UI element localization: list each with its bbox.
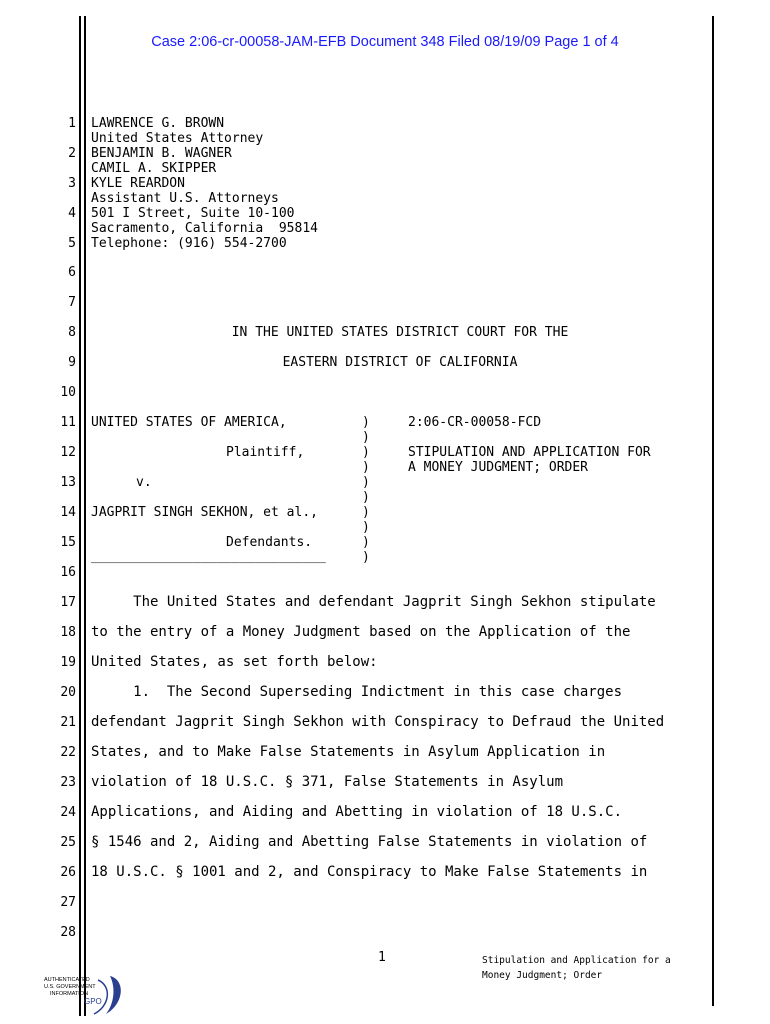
caption-paren: ) bbox=[362, 445, 370, 460]
attorney-line: 501 I Street, Suite 10-100 bbox=[91, 206, 295, 221]
line-number: 21 bbox=[60, 715, 76, 730]
body-line: The United States and defendant Jagprit Singh Sekhon stipulate bbox=[91, 594, 656, 610]
line-number: 10 bbox=[60, 385, 76, 400]
court-district: EASTERN DISTRICT OF CALIFORNIA bbox=[282, 355, 518, 370]
line-number: 6 bbox=[68, 265, 76, 280]
defendant-name: JAGPRIT SINGH SEKHON, et al., bbox=[91, 505, 318, 520]
body-line: to the entry of a Money Judgment based on the Application of the bbox=[91, 624, 631, 640]
caption-paren: ) bbox=[362, 550, 370, 565]
attorney-line: CAMIL A. SKIPPER bbox=[91, 161, 217, 176]
body-line: defendant Jagprit Singh Sekhon with Conspiracy to Defraud the United bbox=[91, 714, 665, 730]
line-number: 1 bbox=[68, 116, 76, 131]
footer-title-line1: Stipulation and Application for a bbox=[482, 955, 671, 966]
line-number: 17 bbox=[60, 595, 76, 610]
caption-paren: ) bbox=[362, 535, 370, 550]
ecf-header: Case 2:06-cr-00058-JAM-EFB Document 348 Filed 08/19/09 Page 1 of 4 bbox=[151, 34, 619, 50]
document-title-line2: A MONEY JUDGMENT; ORDER bbox=[408, 460, 589, 475]
body-line: § 1546 and 2, Aiding and Abetting False Statements in violation of bbox=[91, 834, 648, 850]
page-number: 1 bbox=[378, 950, 386, 965]
seal-mark: GPO bbox=[84, 997, 102, 1006]
defendant-role: Defendants. bbox=[226, 535, 313, 550]
line-number: 4 bbox=[68, 206, 76, 221]
line-number: 13 bbox=[60, 475, 76, 490]
case-number: 2:06-CR-00058-FCD bbox=[408, 415, 542, 430]
seal-line: AUTHENTICATED bbox=[44, 977, 90, 983]
attorney-line: Telephone: (916) 554-2700 bbox=[91, 236, 287, 251]
caption-paren: ) bbox=[362, 475, 370, 490]
attorney-line: Sacramento, California 95814 bbox=[91, 221, 318, 236]
line-number: 19 bbox=[60, 655, 76, 670]
line-number: 20 bbox=[60, 685, 76, 700]
body-line: United States, as set forth below: bbox=[91, 654, 378, 670]
line-number: 12 bbox=[60, 445, 76, 460]
document-title-line1: STIPULATION AND APPLICATION FOR bbox=[408, 445, 651, 460]
seal-line: U.S. GOVERNMENT bbox=[44, 984, 96, 990]
left-margin-rule-2 bbox=[84, 16, 86, 1016]
line-number: 26 bbox=[60, 865, 76, 880]
line-number: 8 bbox=[68, 325, 76, 340]
line-number: 22 bbox=[60, 745, 76, 760]
attorney-line: United States Attorney bbox=[91, 131, 264, 146]
line-number: 2 bbox=[68, 146, 76, 161]
plaintiff-role: Plaintiff, bbox=[226, 445, 305, 460]
caption-paren: ) bbox=[362, 415, 370, 430]
plaintiff-name: UNITED STATES OF AMERICA, bbox=[91, 415, 287, 430]
attorney-line: BENJAMIN B. WAGNER bbox=[91, 146, 232, 161]
caption-paren: ) bbox=[362, 490, 370, 505]
body-line: 1. The Second Superseding Indictment in this case charges bbox=[91, 684, 623, 700]
versus: v. bbox=[136, 475, 152, 490]
gpo-seal-icon bbox=[40, 970, 130, 1020]
court-name: IN THE UNITED STATES DISTRICT COURT FOR THE bbox=[231, 325, 569, 340]
footer-title-line2: Money Judgment; Order bbox=[482, 970, 603, 981]
line-number: 23 bbox=[60, 775, 76, 790]
seal-line: INFORMATION bbox=[50, 991, 89, 997]
line-number: 15 bbox=[60, 535, 76, 550]
body-line: States, and to Make False Statements in Asylum Application in bbox=[91, 744, 606, 760]
line-number: 3 bbox=[68, 176, 76, 191]
line-number: 16 bbox=[60, 565, 76, 580]
line-number: 14 bbox=[60, 505, 76, 520]
body-line: 18 U.S.C. § 1001 and 2, and Conspiracy to Make False Statements in bbox=[91, 864, 648, 880]
caption-paren: ) bbox=[362, 430, 370, 445]
caption-paren: ) bbox=[362, 520, 370, 535]
line-number: 5 bbox=[68, 236, 76, 251]
attorney-line: LAWRENCE G. BROWN bbox=[91, 116, 225, 131]
body-line: Applications, and Aiding and Abetting in violation of 18 U.S.C. bbox=[91, 804, 623, 820]
line-number: 18 bbox=[60, 625, 76, 640]
line-number: 24 bbox=[60, 805, 76, 820]
body-line: violation of 18 U.S.C. § 371, False Statements in Asylum bbox=[91, 774, 564, 790]
line-number: 25 bbox=[60, 835, 76, 850]
line-number: 7 bbox=[68, 295, 76, 310]
right-margin-rule bbox=[712, 16, 714, 1006]
caption-paren: ) bbox=[362, 505, 370, 520]
line-number: 27 bbox=[60, 895, 76, 910]
caption-underline: ______________________________ bbox=[91, 549, 326, 564]
caption-paren: ) bbox=[362, 460, 370, 475]
left-margin-rule-1 bbox=[79, 16, 81, 1016]
attorney-line: KYLE REARDON bbox=[91, 176, 185, 191]
attorney-line: Assistant U.S. Attorneys bbox=[91, 191, 279, 206]
line-number: 28 bbox=[60, 925, 76, 940]
line-number: 11 bbox=[60, 415, 76, 430]
line-number: 9 bbox=[68, 355, 76, 370]
gpo-authentication-seal bbox=[40, 970, 130, 1020]
